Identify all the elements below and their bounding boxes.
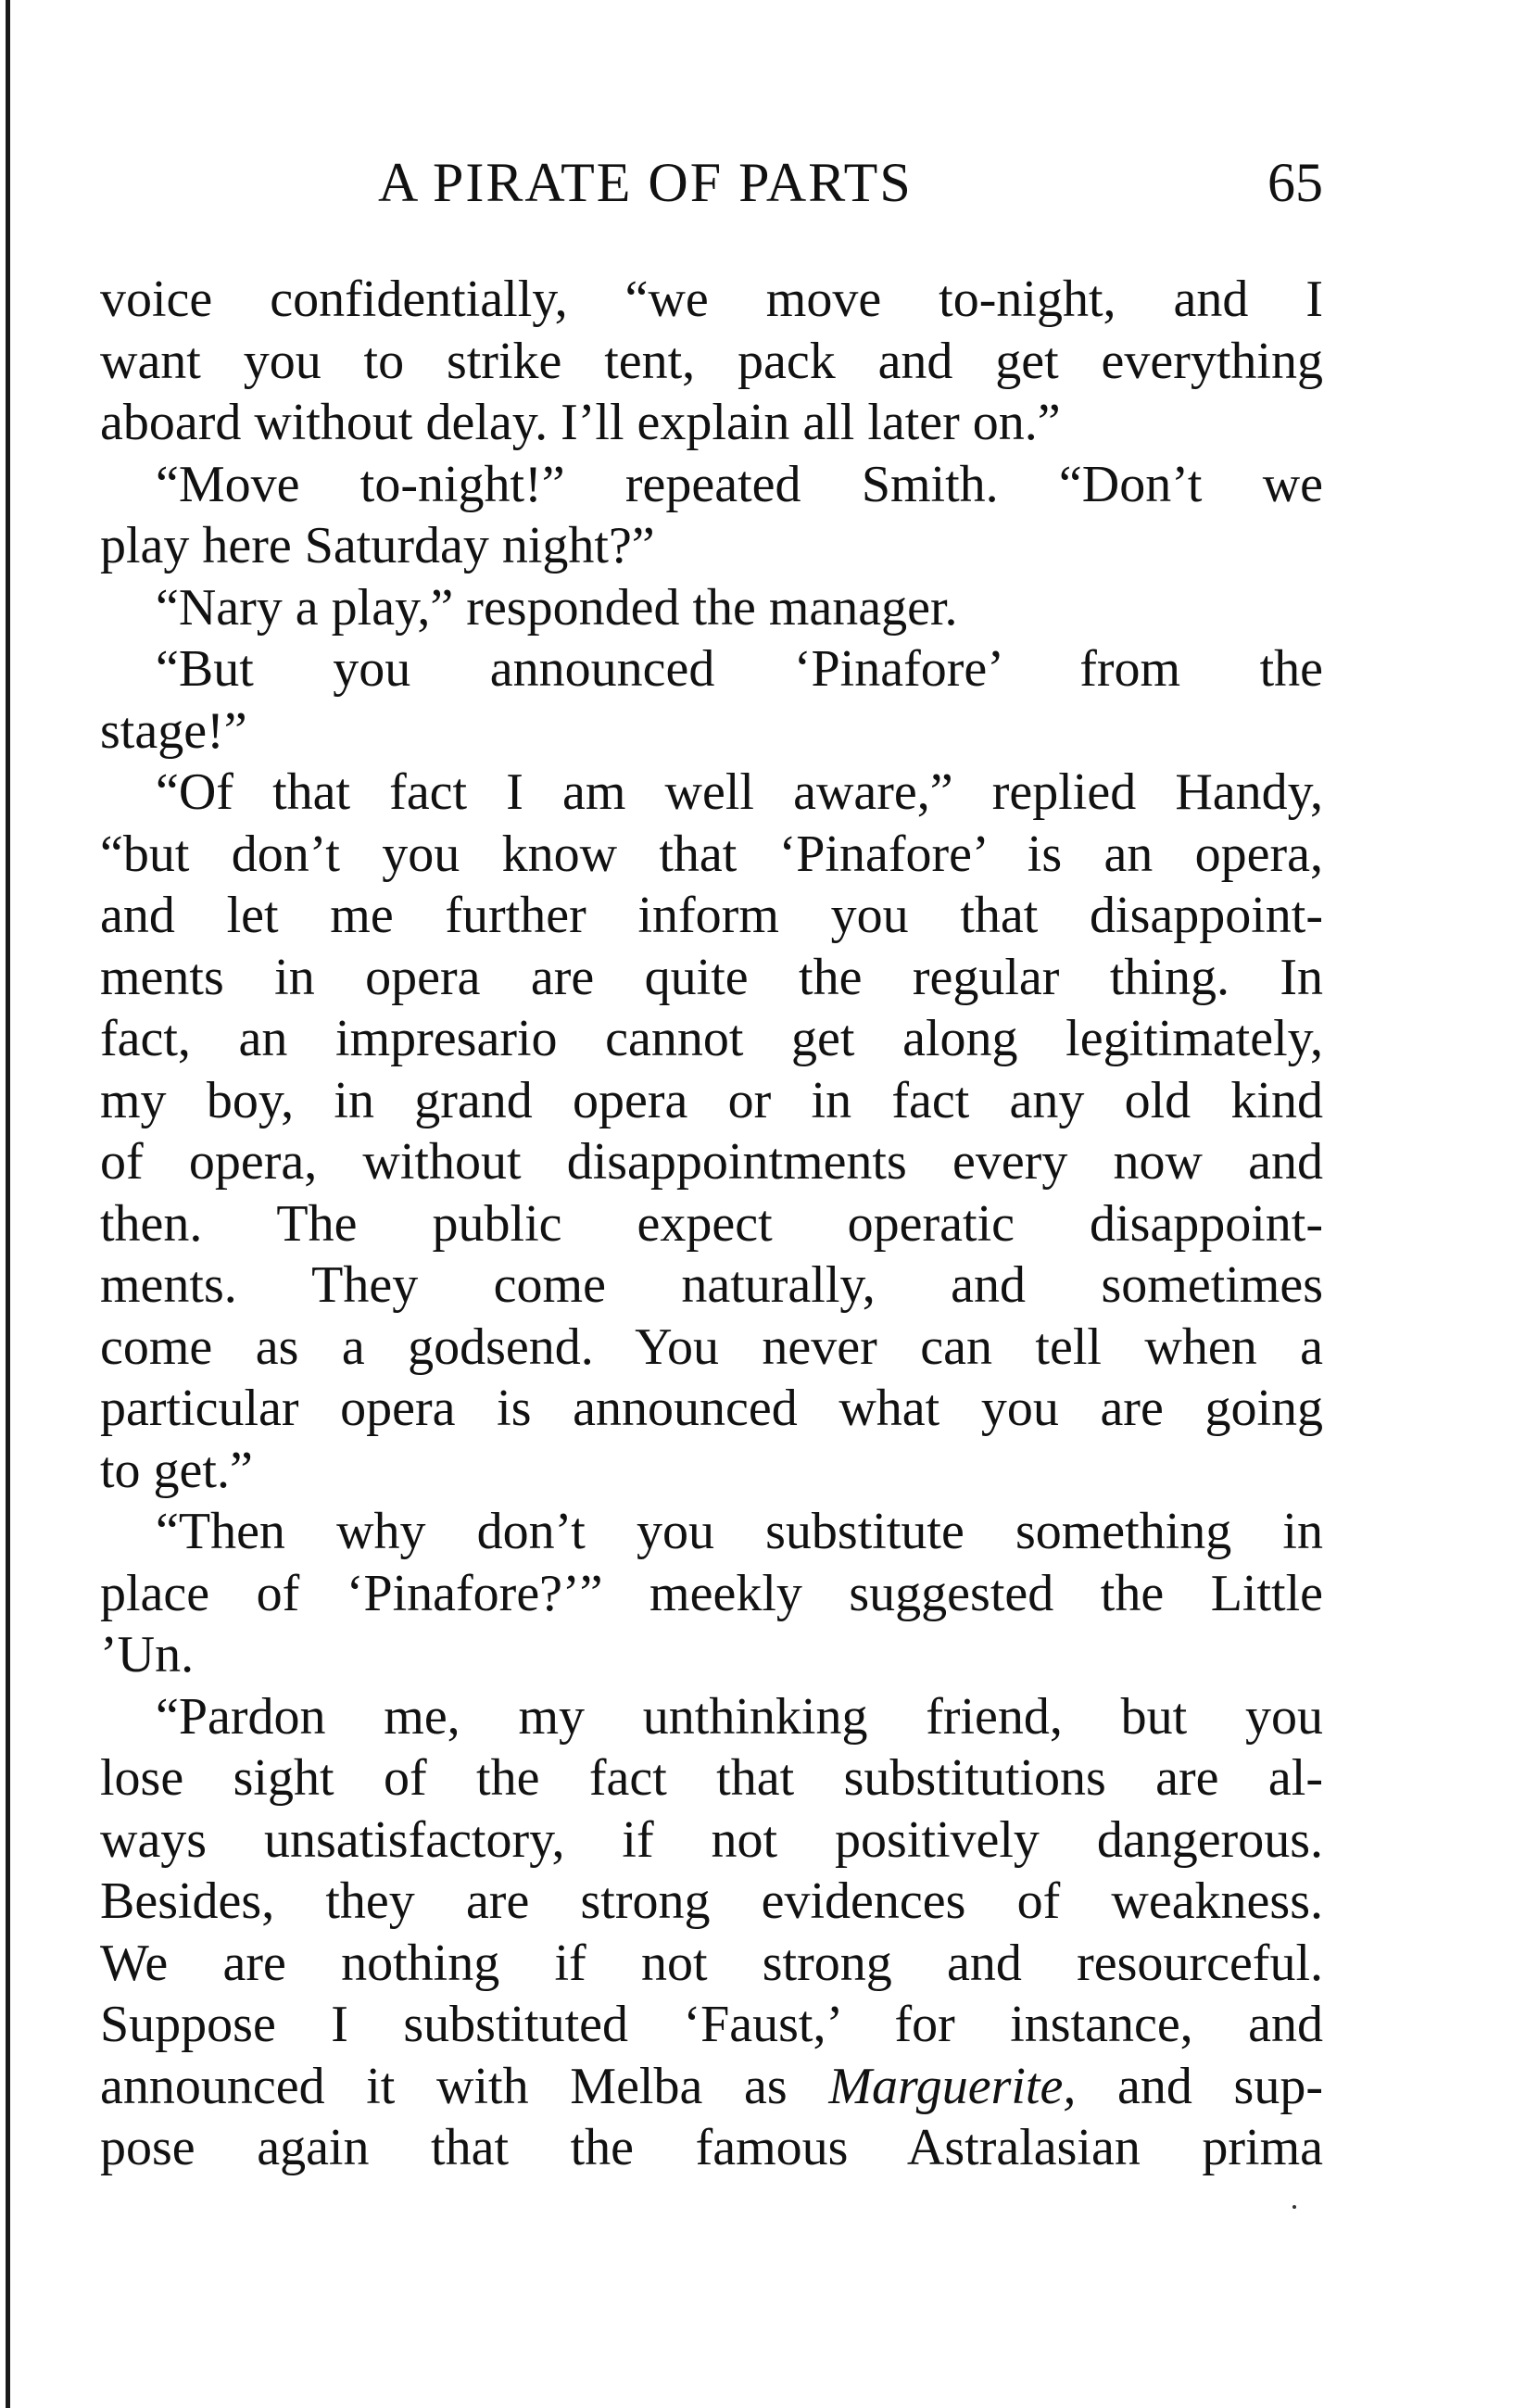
text-line: particular opera is announced what you are going xyxy=(100,1380,1323,1437)
text-line: of opera, without disappointments every now and xyxy=(100,1133,1323,1191)
text-line: place of ‘Pinafore?’” meekly suggested the Little xyxy=(100,1564,1323,1622)
ink-speck xyxy=(1292,2205,1296,2209)
text-segment: and sup- xyxy=(1076,2057,1324,2115)
italic-role-name: Marguerite, xyxy=(828,2057,1077,2115)
text-line: fact, an impresario cannot get along legitimately, xyxy=(100,1010,1323,1067)
text-line: “Of that fact I am well aware,” replied Handy, xyxy=(156,763,1323,821)
text-line: lose sight of the fact that substitutions are al- xyxy=(100,1749,1323,1807)
running-title: A PIRATE OF PARTS xyxy=(378,152,913,213)
text-line: want you to strike tent, pack and get everything xyxy=(100,332,1323,390)
text-line: “Pardon me, my unthinking friend, but you xyxy=(156,1687,1323,1746)
text-segment: announced it with Melba as xyxy=(100,2057,829,2115)
body-text xyxy=(100,269,1323,2179)
text-line: come as a godsend. You never can tell when a xyxy=(100,1317,1323,1376)
text-line: and let me further inform you that disappoint- xyxy=(100,887,1323,944)
text-line: We are nothing if not strong and resourceful. xyxy=(100,1934,1323,1992)
page-number: 65 xyxy=(1267,152,1323,213)
text-line: aboard without delay. I’ll explain all later on.” xyxy=(100,394,1061,451)
text-line: “But you announced ‘Pinafore’ from the xyxy=(156,640,1323,698)
text-line xyxy=(100,2056,1323,2118)
text-line: ments in opera are quite the regular thing. In xyxy=(100,948,1323,1006)
page-header xyxy=(100,150,1323,215)
text-line: “Then why don’t you substitute something in xyxy=(156,1503,1323,1560)
page-edge-rule xyxy=(6,0,10,2408)
text-line: “Nary a play,” responded the manager. xyxy=(156,578,958,637)
text-line: ’Un. xyxy=(100,1626,195,1683)
text-line: play here Saturday night?” xyxy=(100,517,655,574)
text-line: Suppose I substituted ‘Faust,’ for instance, and xyxy=(100,1996,1323,2053)
text-line: “Move to-night!” repeated Smith. “Don’t we xyxy=(156,455,1323,513)
text-line: Besides, they are strong evidences of weakness. xyxy=(100,1872,1323,1930)
text-line: then. The public expect operatic disappoint- xyxy=(100,1194,1323,1253)
text-line: voice confidentially, “we move to-night, and I xyxy=(100,271,1323,328)
text-line: pose again that the famous Astralasian prima xyxy=(100,2119,1323,2176)
text-line: ways unsatisfactory, if not positively dangerous. xyxy=(100,1810,1323,1869)
text-line: ments. They come naturally, and sometimes xyxy=(100,1256,1323,1314)
text-line: my boy, in grand opera or in fact any old kind xyxy=(100,1071,1323,1129)
text-line: to get.” xyxy=(100,1441,253,1499)
text-line: stage!” xyxy=(100,701,247,760)
text-line: “but don’t you know that ‘Pinafore’ is an opera, xyxy=(100,825,1323,883)
